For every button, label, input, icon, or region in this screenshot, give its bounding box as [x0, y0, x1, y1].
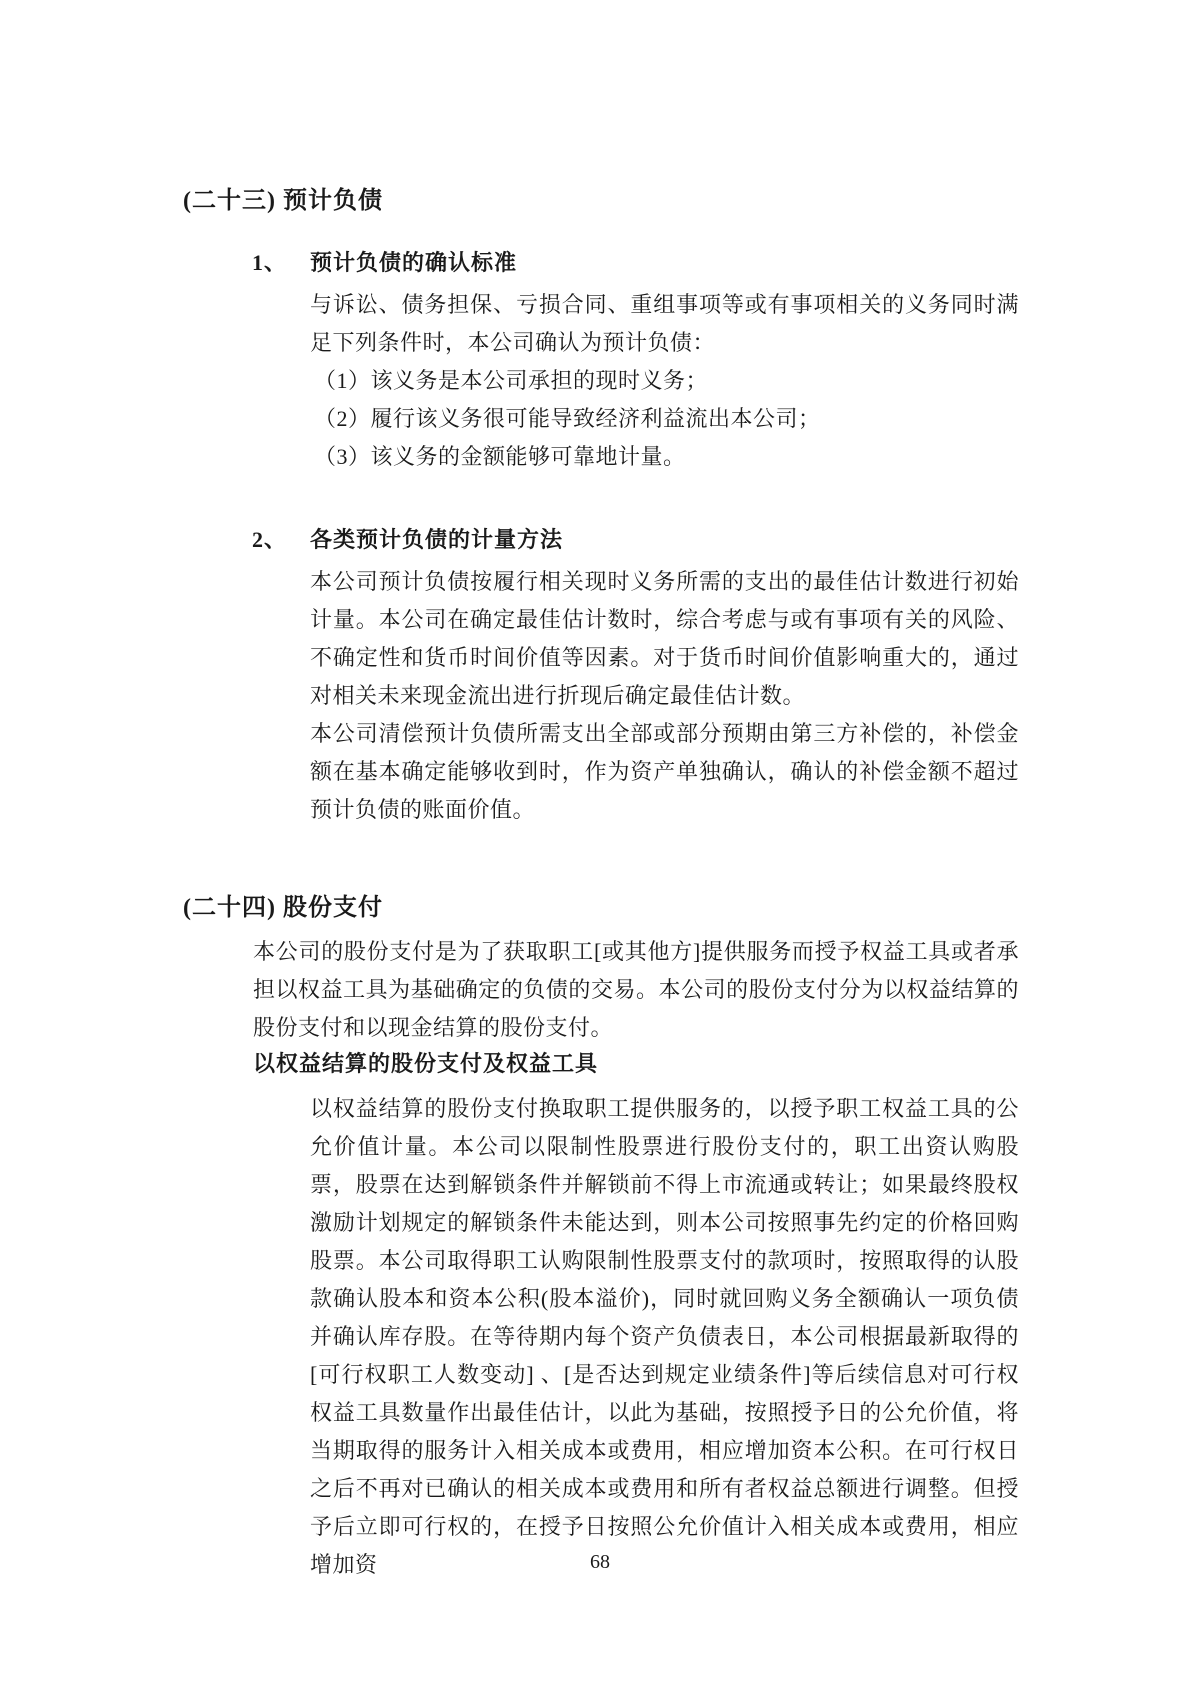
page-number: 68	[590, 1551, 610, 1573]
item-heading	[183, 248, 1021, 278]
item-heading	[183, 525, 1021, 555]
section-provisions	[183, 186, 1021, 829]
numbered-item-measurement-methods	[183, 525, 1021, 829]
list-item: （1）该义务是本公司承担的现时义务；	[314, 368, 709, 393]
body-paragraph: 本公司预计负债按履行相关现时义务所需的支出的最佳估计数进行初始计量。本公司在确定最佳估计数时，综合考虑与或有事项有关的风险、不确定性和货币时间价值等因素。对于货币时间价值影响重大的，通过对相关未来现金流出进行折现后确定最佳估计数。	[310, 569, 1019, 708]
section-share-based-payment	[183, 893, 1021, 1584]
list-item: （3）该义务的金额能够可靠地计量。	[314, 444, 686, 469]
list-item: （2）履行该义务很可能导致经济利益流出本公司；	[314, 406, 821, 431]
item-title: 预计负债的确认标准	[310, 250, 518, 275]
item-title: 各类预计负债的计量方法	[310, 527, 564, 552]
item-number: 2、	[252, 527, 288, 552]
item-number: 1、	[252, 250, 288, 275]
body-paragraph: 与诉讼、债务担保、亏损合同、重组事项等或有事项相关的义务同时满足下列条件时，本公司确认为预计负债：	[310, 292, 1019, 355]
section-heading-share-based-payment: (二十四) 股份支付	[183, 895, 383, 921]
body-paragraph: 以权益结算的股份支付换取职工提供服务的，以授予职工权益工具的公允价值计量。本公司以限制性股票进行股份支付的，职工出资认购股票，股票在达到解锁条件并解锁前不得上市流通或转让；如果最终股权激励计划规定的解锁条件未能达到，则本公司按照事先约定的价格回购股票。本公司取得职工认购限制性股票支付的款项时，按照取得的认股款确认股本和资本公积(股本溢价)，同时就回购义务全额确认一项负债并确认库存股。在等待期内每个资产负债表日，本公司根据最新取得的[可行权职工人数变动] 、[是否达到规定业绩条件]等后续信息对可行权权益工具数量作出最佳估计，以此为基础，按照授予日的公允价值，将当期取得的服务计入相关成本或费用，相应增加资本公积。在可行权日之后不再对已确认的相关成本或费用和所有者权益总额进行调整。但授予后立即可行权的，在授予日按照公允价值计入相关成本或费用，相应增加资	[310, 1096, 1019, 1577]
body-paragraph: 本公司清偿预计负债所需支出全部或部分预期由第三方补偿的，补偿金额在基本确定能够收到时，作为资产单独确认，确认的补偿金额不超过预计负债的账面价值。	[310, 721, 1019, 822]
intro-paragraph: 本公司的股份支付是为了获取职工[或其他方]提供服务而授予权益工具或者承担以权益工具为基础确定的负债的交易。本公司的股份支付分为以权益结算的股份支付和以现金结算的股份支付。	[253, 939, 1019, 1040]
sub-heading-equity-settled: 以权益结算的股份支付及权益工具	[253, 1051, 599, 1076]
section-heading-provisions: (二十三) 预计负债	[183, 188, 383, 214]
numbered-item-recognition-criteria	[183, 248, 1021, 476]
page-content	[183, 186, 1021, 1584]
